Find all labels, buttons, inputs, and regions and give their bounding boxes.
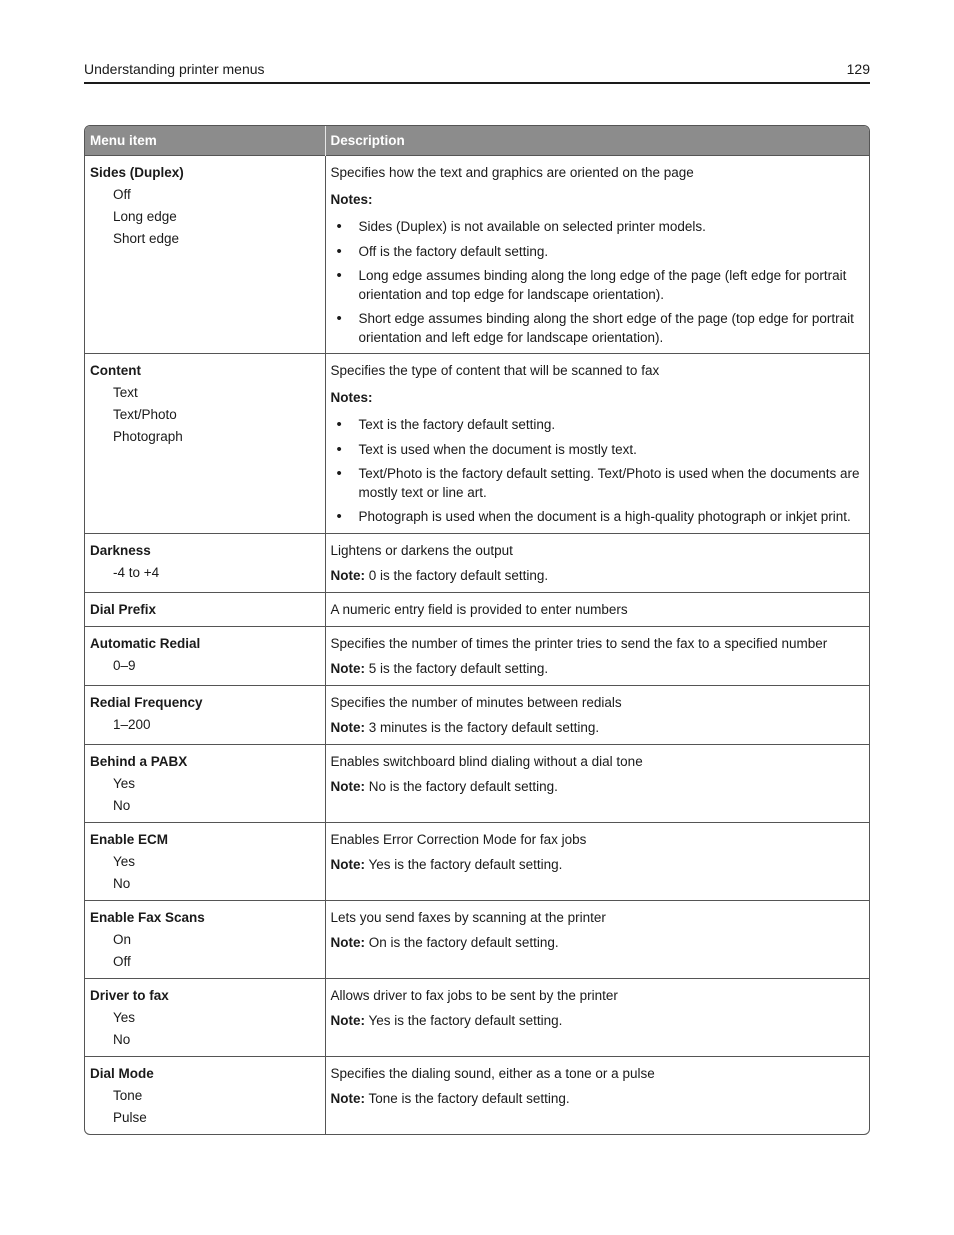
menu-item-option: Photograph <box>113 429 183 444</box>
menu-item-cell <box>85 822 325 900</box>
menu-item-cell <box>85 685 325 744</box>
note-line <box>331 717 865 739</box>
menu-item-cell <box>85 354 325 534</box>
description-cell <box>325 685 869 744</box>
description-cell <box>325 626 869 685</box>
column-header-description: Description <box>325 126 869 156</box>
description-text: Specifies how the text and graphics are oriented on the page <box>330 165 694 180</box>
menu-item-cell <box>85 900 325 978</box>
menu-item-cell <box>85 533 325 592</box>
note-line <box>331 932 865 954</box>
description-cell <box>325 900 869 978</box>
note-label: Note: <box>330 719 365 735</box>
note-line <box>331 658 865 680</box>
table-row <box>85 626 869 685</box>
note-item: • Long edge assumes binding along the long edge of the page (left edge for portrait orientation and top edge for landscape orientation). <box>359 267 865 304</box>
description-cell <box>325 978 869 1056</box>
menu-item-option: Tone <box>113 1087 143 1103</box>
menu-item-name: Content <box>90 363 141 378</box>
notes-label: Notes: <box>330 192 373 207</box>
note-label: Note: <box>330 934 365 950</box>
note-label: Note: <box>330 778 365 794</box>
menu-item-name: Automatic Redial <box>90 635 201 651</box>
note-label: Note: <box>330 1012 365 1028</box>
menu-item-cell <box>85 744 325 822</box>
note-item: • Text is the factory default setting. <box>359 416 865 435</box>
menu-item-option: 1–200 <box>113 716 151 732</box>
menu-item-cell <box>85 592 325 626</box>
menu-item-option: Off <box>113 953 131 969</box>
menu-item-option: No <box>113 875 131 891</box>
description-text: Lightens or darkens the output <box>330 542 513 558</box>
menu-item-option: Yes <box>113 1009 136 1025</box>
menu-item-name: Dial Prefix <box>90 601 157 617</box>
note-line <box>331 1010 865 1032</box>
note-text: Yes is the factory default setting. <box>368 856 563 872</box>
menu-item-option: No <box>113 797 131 813</box>
description-cell <box>325 533 869 592</box>
description-cell <box>325 744 869 822</box>
menu-item-option: No <box>113 1031 131 1047</box>
menu-item-option: Yes <box>113 775 136 791</box>
menu-item-name: Darkness <box>90 542 151 558</box>
note-item: • Off is the factory default setting. <box>359 243 865 262</box>
table-row <box>85 978 869 1056</box>
note-line <box>331 1088 865 1110</box>
menu-item-name: Behind a PABX <box>90 753 188 769</box>
menu-item-option: Pulse <box>113 1109 147 1125</box>
column-header-menu-item: Menu item <box>85 126 325 156</box>
table-row <box>85 685 869 744</box>
table-row <box>85 354 869 534</box>
menu-item-option: Text/Photo <box>113 407 177 422</box>
note-text: 0 is the factory default setting. <box>368 567 549 583</box>
table-row <box>85 533 869 592</box>
note-text: No is the factory default setting. <box>368 778 558 794</box>
header-title: Understanding printer menus <box>84 61 265 77</box>
menu-item-option: Long edge <box>113 209 177 224</box>
note-line <box>331 854 865 876</box>
note-text: Yes is the factory default setting. <box>368 1012 563 1028</box>
table-row <box>85 744 869 822</box>
description-text: Specifies the dialing sound, either as a tone or a pulse <box>330 1065 655 1081</box>
description-cell <box>325 822 869 900</box>
note-text: On is the factory default setting. <box>368 934 559 950</box>
description-text: Enables Error Correction Mode for fax jobs <box>330 831 587 847</box>
note-text: 5 is the factory default setting. <box>368 660 549 676</box>
notes-label: Notes: <box>330 390 373 405</box>
note-item: • Photograph is used when the document is a high-quality photograph or inkjet print. <box>359 508 865 527</box>
description-text: Enables switchboard blind dialing without a dial tone <box>330 753 643 769</box>
table-row <box>85 822 869 900</box>
menu-item-cell <box>85 626 325 685</box>
description-cell <box>325 1056 869 1134</box>
menu-item-name: Enable Fax Scans <box>90 909 205 925</box>
note-item: • Short edge assumes binding along the short edge of the page (top edge for portrait orientation and left edge for landscape orientation). <box>359 310 865 347</box>
table-row <box>85 1056 869 1134</box>
description-text: Specifies the type of content that will be scanned to fax <box>330 363 660 378</box>
note-text: Tone is the factory default setting. <box>368 1090 570 1106</box>
notes-list <box>331 416 865 527</box>
description-cell <box>325 592 869 626</box>
note-line <box>331 565 865 587</box>
note-item: • Sides (Duplex) is not available on selected printer models. <box>359 218 865 237</box>
description-text: A numeric entry field is provided to enter numbers <box>330 601 628 617</box>
table-header-row <box>85 126 869 156</box>
menu-item-option: Text <box>113 385 138 400</box>
menu-table <box>84 125 870 1135</box>
description-cell <box>325 156 869 354</box>
table-row <box>85 900 869 978</box>
note-label: Note: <box>330 856 365 872</box>
note-label: Note: <box>330 660 365 676</box>
menu-item-name: Dial Mode <box>90 1065 154 1081</box>
table-row <box>85 156 869 354</box>
menu-item-option: Off <box>113 187 131 202</box>
menu-item-option: -4 to +4 <box>113 564 160 580</box>
description-text: Specifies the number of times the printer tries to send the fax to a specified number <box>330 635 828 651</box>
menu-item-name: Sides (Duplex) <box>90 165 184 180</box>
menu-item-cell <box>85 1056 325 1134</box>
menu-item-option: 0–9 <box>113 657 136 673</box>
table-row <box>85 592 869 626</box>
note-label: Note: <box>330 567 365 583</box>
menu-item-name: Driver to fax <box>90 987 169 1003</box>
menu-item-cell <box>85 978 325 1056</box>
description-text: Specifies the number of minutes between redials <box>330 694 622 710</box>
menu-item-name: Enable ECM <box>90 831 169 847</box>
description-text: Allows driver to fax jobs to be sent by the printer <box>330 987 618 1003</box>
page-header <box>84 60 870 84</box>
menu-item-option: On <box>113 931 132 947</box>
menu-item-cell <box>85 156 325 354</box>
note-item: • Text/Photo is the factory default setting. Text/Photo is used when the documents are mostly text or line art. <box>359 465 865 502</box>
note-label: Note: <box>330 1090 365 1106</box>
menu-item-option: Short edge <box>113 231 180 246</box>
menu-item-name: Redial Frequency <box>90 694 203 710</box>
table-body <box>85 156 869 1134</box>
menu-item-option: Yes <box>113 853 136 869</box>
note-text: 3 minutes is the factory default setting. <box>368 719 600 735</box>
page-number: 129 <box>846 61 870 77</box>
description-cell <box>325 354 869 534</box>
notes-list <box>331 218 865 347</box>
note-line <box>331 776 865 798</box>
description-text: Lets you send faxes by scanning at the printer <box>330 909 606 925</box>
note-item: • Text is used when the document is mostly text. <box>359 441 865 460</box>
